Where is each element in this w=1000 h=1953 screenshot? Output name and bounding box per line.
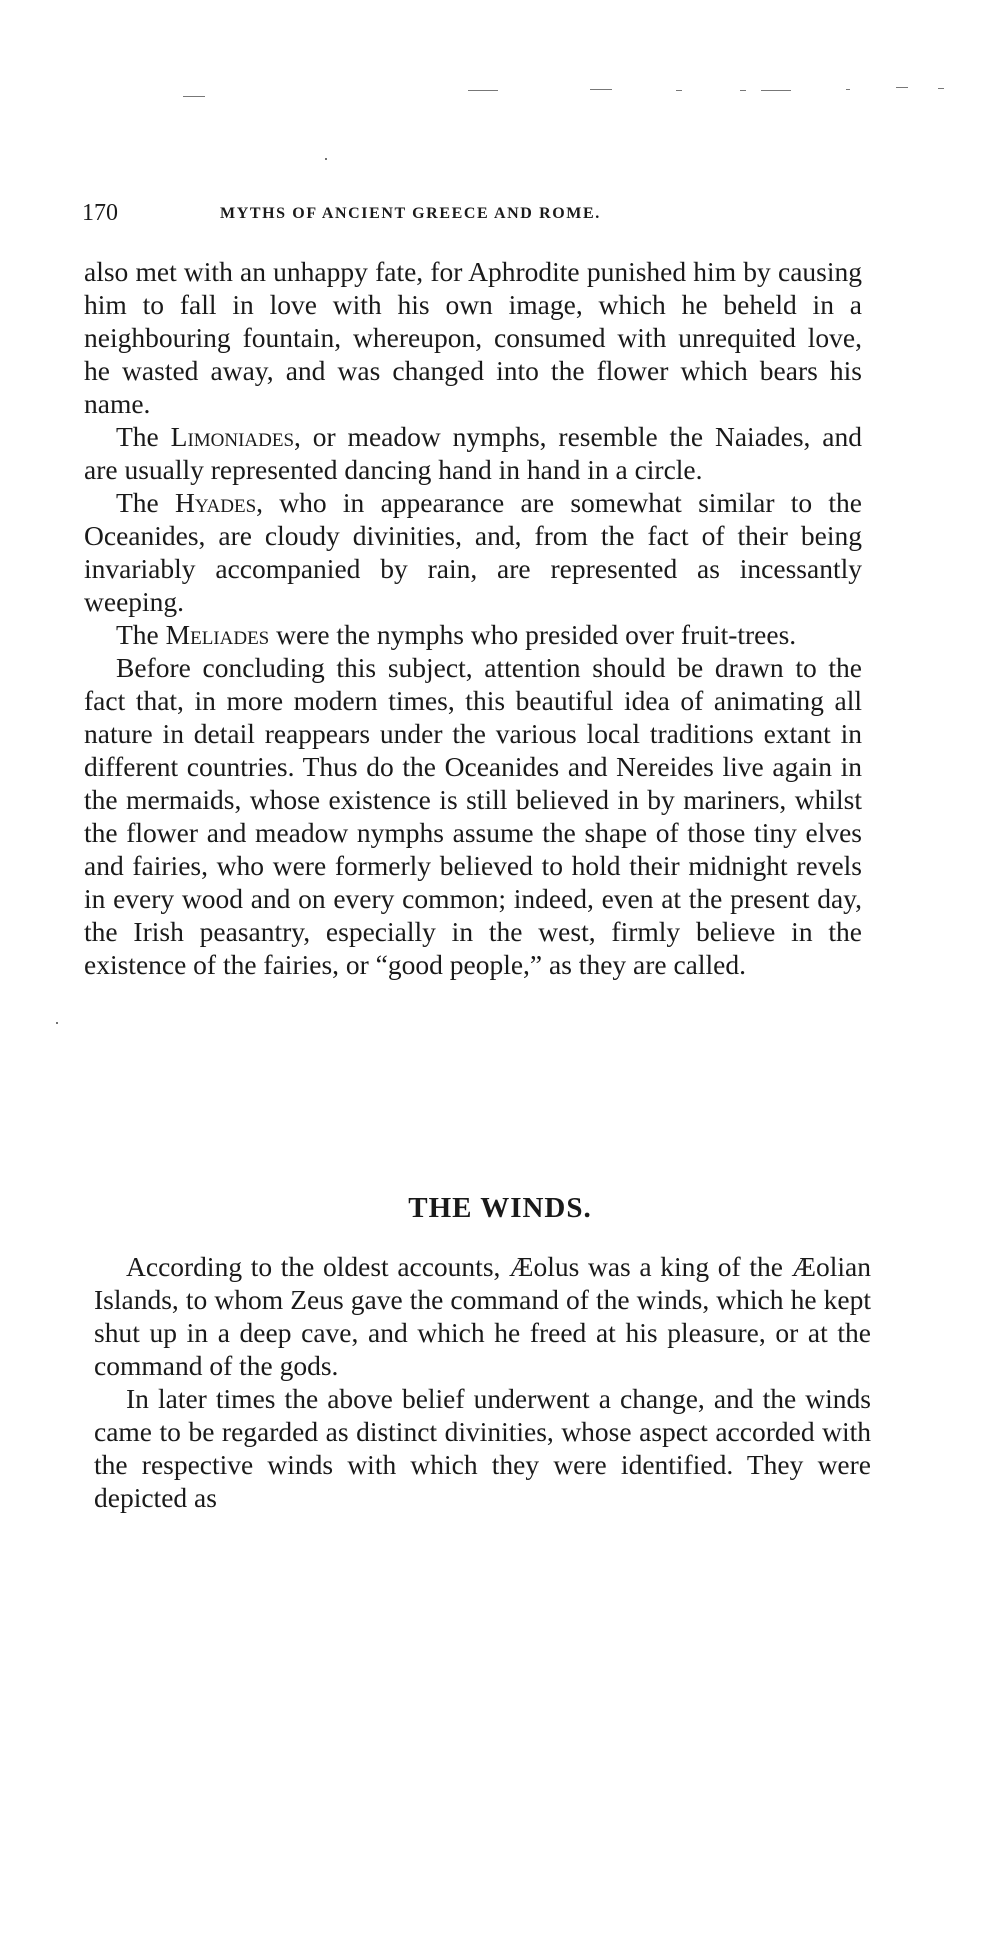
paragraph-rest: , who in appearance are somewhat similar to the Oceanides, are cloudy divinities, and, from the fact of their being invariably accompanied by rain, are represented as incessantly weeping. [84,487,862,617]
nymph-name-meliades: Meliades [165,619,270,650]
paragraph-aeolus: According to the oldest accounts, Æolus was a king of the Æolian Islands, to whom Zeus gave the command of the winds, which he kept shut up in a deep cave, and which he freed at his pleasure, or at the command of the gods. [94,1251,871,1381]
paragraph-lead: The [116,619,159,650]
scan-mark [740,90,746,91]
scan-mark [761,90,791,91]
paragraph-rest: were the nymphs who presided over fruit-trees. [269,619,797,650]
paragraph-meliades [84,618,862,651]
section-text [94,1250,871,1514]
nymph-name-limoniades: Limoniades [170,421,295,452]
body-text [84,255,862,981]
paragraph-rest: , or meadow nymphs, resemble the Naiades, and are usually represented dancing hand in hand in a circle. [84,421,863,485]
paragraph-lead: The [116,421,159,452]
scan-mark [676,90,682,91]
scan-mark [938,88,944,89]
nymph-name-hyades: Hyades [175,487,257,518]
paragraph-lead: The [116,487,159,518]
paragraph-limoniades [84,420,862,486]
scan-mark [183,96,205,97]
running-head [82,198,782,228]
scan-mark [468,90,498,91]
scan-mark [896,87,908,88]
paragraph-hyades [84,486,862,618]
paragraph-winds-divinities: In later times the above belief underwent a change, and the winds came to be regarded as distinct divinities, whose aspect accorded with the respective winds with which they were identified. They were depicted as [94,1383,871,1513]
paragraph-modern-traditions: Before concluding this subject, attention should be drawn to the fact that, in more modern times, this beautiful idea of animating all nature in detail reappears under the various local traditions extant in different countries. Thus do the Oceanides and Nereides live again in the mermaids, whose existence is still believed in by mariners, whilst the flower and meadow nymphs assume the shape of those tiny elves and fairies, who were formerly believed to hold their midnight revels in every wood and on every common; indeed, even at the present day, the Irish peasantry, especially in the west, firmly believe in the existence of the fairies, or “good people,” as they are called. [84,652,862,980]
page-number: 170 [82,200,118,226]
scan-mark [846,89,850,90]
scan-mark [590,89,612,90]
scan-speck [56,1022,58,1024]
scan-speck [325,158,327,160]
paragraph-narcissus: also met with an unhappy fate, for Aphrodite punished him by causing him to fall in love with his own image, which he beheld in a neighbouring fountain, whereupon, consumed with unrequited love, he wasted away, and was changed into the flower which bears his name. [84,256,862,419]
section-heading: THE WINDS. [408,1192,592,1224]
running-head-title: MYTHS OF ANCIENT GREECE AND ROME. [220,205,601,222]
